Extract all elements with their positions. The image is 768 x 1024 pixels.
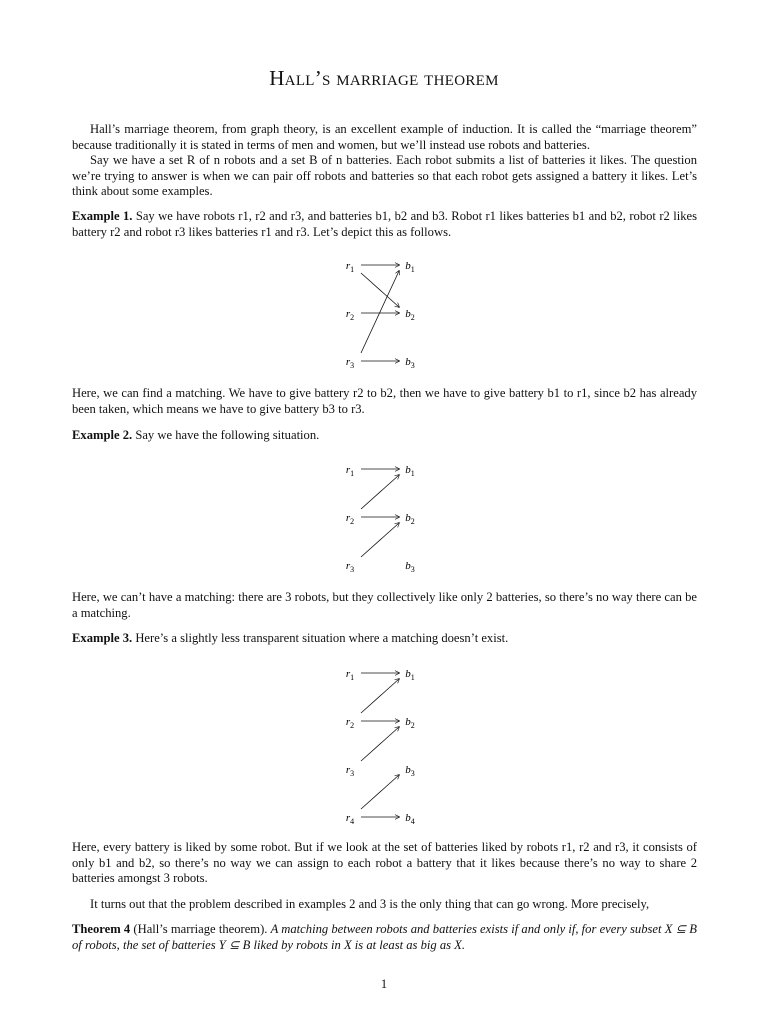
- theorem-text: A matching between robots and batteries exists if and only if, for every subset X ⊆ B of robots, the set of batteries Y ⊆ B liked by robots in X is at least as big as X.: [72, 922, 698, 952]
- example-2-diagram: [330, 459, 440, 581]
- robot-node-r1: $r_1$: [345, 668, 355, 682]
- example-1-after: Here, we can find a matching. We have to give battery r2 to b2, then we have to give battery b1 to r1, since b2 has already been taken, which means we have to give battery b3 to r3.: [72, 386, 697, 416]
- example-1-label: Example 1.: [72, 209, 133, 223]
- edge-r1-b2: [361, 273, 399, 307]
- example-2-label: Example 2.: [72, 428, 133, 442]
- robot-node-r2: $r_2$: [345, 512, 355, 526]
- theorem-paragraph: [72, 922, 697, 953]
- robot-node-r3: $r_3$: [345, 764, 355, 778]
- example-3-label: Example 3.: [72, 631, 133, 645]
- battery-node-b2: $b_2$: [405, 308, 415, 322]
- edge-r3-b2: [361, 523, 399, 557]
- edge-r3-b2: [361, 727, 399, 761]
- robot-node-r3: $r_3$: [345, 560, 355, 574]
- intro-paragraph-1: Hall’s marriage theorem, from graph theory, is an excellent example of induction. It is called the “marriage theorem” because traditionally it is stated in terms of men and women, but we’ll instead use robots and batteries.: [72, 122, 697, 152]
- robot-node-r2: $r_2$: [345, 308, 355, 322]
- battery-node-b1: $b_1$: [405, 668, 415, 682]
- robot-node-r1: $r_1$: [345, 464, 355, 478]
- example-3-after: Here, every battery is liked by some robot. But if we look at the set of batteries liked by robots r1, r2 and r3, it consists of only b1 and b2, so there’s no way we can assign to each robot a battery that it likes because there’s no way to share 2 batteries amongst 3 robots.: [72, 840, 697, 885]
- edge-r2-b1: [361, 679, 399, 713]
- theorem-name: (Hall’s marriage theorem).: [133, 922, 268, 936]
- example-1-text: Say we have robots r1, r2 and r3, and batteries b1, b2 and b3. Robot r1 likes batteries b1 and b2, robot r2 likes battery r2 and robot r3 likes batteries r1 and r3. Let’s depict this as follows.: [72, 209, 697, 239]
- example-2-text: Say we have the following situation.: [135, 428, 320, 442]
- battery-node-b2: $b_2$: [405, 512, 415, 526]
- example-1-graph: [330, 255, 440, 373]
- conclusion-paragraph: It turns out that the problem described in examples 2 and 3 is the only thing that can go wrong. More precisely,: [90, 897, 650, 911]
- example-3-diagram: [330, 663, 440, 833]
- robot-node-r4: $r_4$: [345, 812, 355, 826]
- example-2-after: Here, we can’t have a matching: there are 3 robots, but they collectively like only 2 batteries, so there’s no way there can be a matching.: [72, 590, 697, 620]
- robot-node-r1: $r_1$: [345, 260, 355, 274]
- battery-node-b4: $b_4$: [405, 812, 415, 826]
- battery-node-b3: $b_3$: [405, 560, 415, 574]
- battery-node-b2: $b_2$: [405, 716, 415, 730]
- edge-r4-b3: [361, 775, 399, 809]
- example-3-text: Here’s a slightly less transparent situation where a matching doesn’t exist.: [135, 631, 509, 645]
- example-2-graph: [330, 459, 440, 577]
- battery-node-b3: $b_3$: [405, 764, 415, 778]
- page-title: Hall’s marriage theorem: [269, 66, 499, 90]
- example-3-graph: [330, 663, 440, 829]
- example-1-diagram: [330, 255, 440, 377]
- battery-node-b1: $b_1$: [405, 464, 415, 478]
- edge-r3-b1: [361, 271, 399, 353]
- example-1-paragraph: [72, 209, 697, 240]
- battery-node-b3: $b_3$: [405, 356, 415, 370]
- example-2-paragraph: [72, 428, 697, 444]
- edge-r2-b1: [361, 475, 399, 509]
- battery-node-b1: $b_1$: [405, 260, 415, 274]
- page-number: 1: [380, 977, 388, 991]
- robot-node-r2: $r_2$: [345, 716, 355, 730]
- theorem-label: Theorem 4: [72, 922, 131, 936]
- robot-node-r3: $r_3$: [345, 356, 355, 370]
- intro-paragraph-2: Say we have a set R of n robots and a set B of n batteries. Each robot submits a list of batteries it likes. The question we’re trying to answer is when we can pair off robots and batteries so that each robot gets assigned a battery it likes. Let’s think about some examples.: [72, 153, 697, 198]
- example-3-paragraph: [72, 631, 697, 647]
